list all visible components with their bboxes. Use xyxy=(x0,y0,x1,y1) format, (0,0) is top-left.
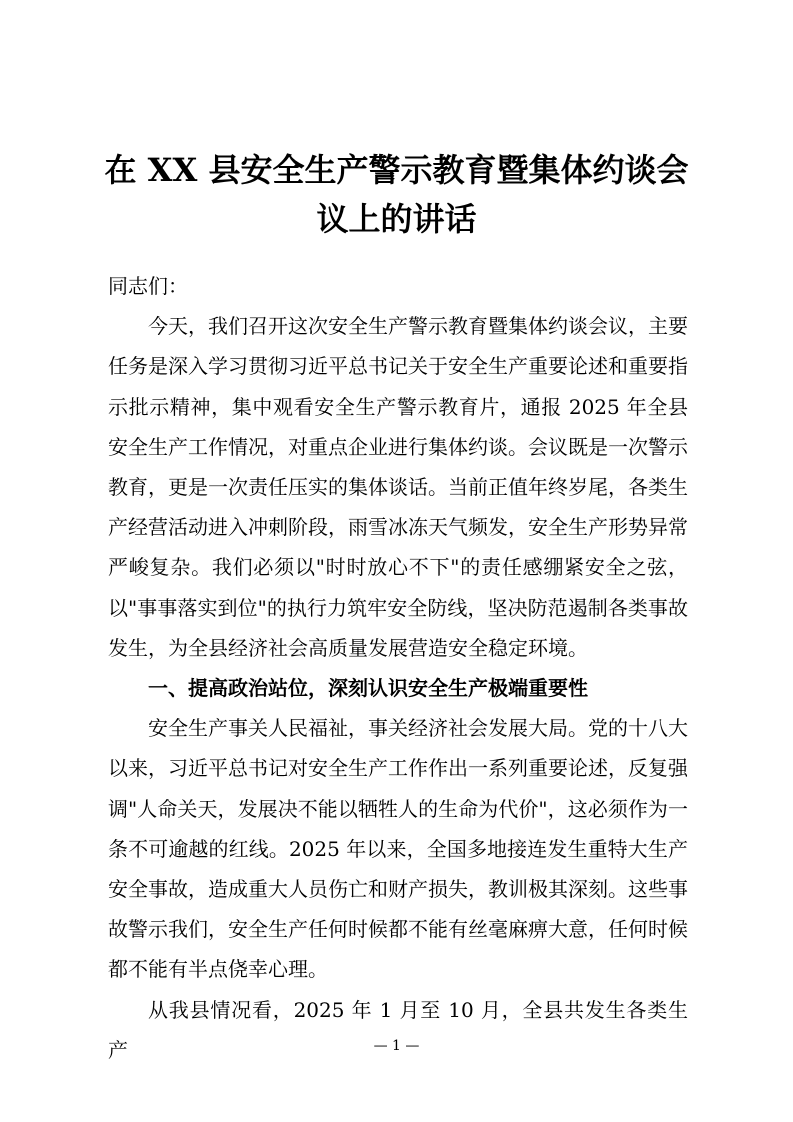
page-title xyxy=(80,146,713,244)
title-line-1: 在 XX 县安全生产警示教育暨集体约谈会 xyxy=(104,151,689,189)
paragraph-county-situation: 从我县情况看，2025 年 1 月至 10 月，全县共发生各类生产 xyxy=(108,997,688,1062)
paragraph-section-1: 安全生产事关人民福祉，事关经济社会发展大局。党的十八大以来，习近平总书记对安全生产工作作出一系列重要论述，反复强调"人命关天，发展决不能以牺牲人的生命为代价"，这必须作为一条不可逾越的红线。2025 年以来，全国多地接连发生重特大生产安全事故，造成重大人员伤亡和财产损失，教训极其深刻。这些事故警示我们，安全生产任何时候都不能有丝毫麻痹大意，任何时候都不能有半点侥幸心理。 xyxy=(108,716,688,982)
page-number: — 1 — xyxy=(373,1038,420,1054)
salutation: 同志们： xyxy=(108,274,188,298)
title-line-2: 议上的讲话 xyxy=(316,200,477,238)
paragraph-intro: 今天，我们召开这次安全生产警示教育暨集体约谈会议，主要任务是深入学习贯彻习近平总书记关于安全生产重要论述和重要指示批示精神，集中观看安全生产警示教育片，通报 2025 年全县安全生产工作情况，对重点企业进行集体约谈。会议既是一次警示教育，更是一次责任压实的集体谈话。当前正值年终岁尾，各类生产经营活动进入冲刺阶段，雨雪冰冻天气频发，安全生产形势异常严峻复杂。我们必须以"时时放心不下"的责任感绷紧安全之弦，以"事事落实到位"的执行力筑牢安全防线，坚决防范遏制各类事故发生，为全县经济社会高质量发展营造安全稳定环境。 xyxy=(108,314,688,660)
document-body xyxy=(108,266,688,1070)
section-heading-1: 一、提高政治站位，深刻认识安全生产极端重要性 xyxy=(148,676,588,701)
